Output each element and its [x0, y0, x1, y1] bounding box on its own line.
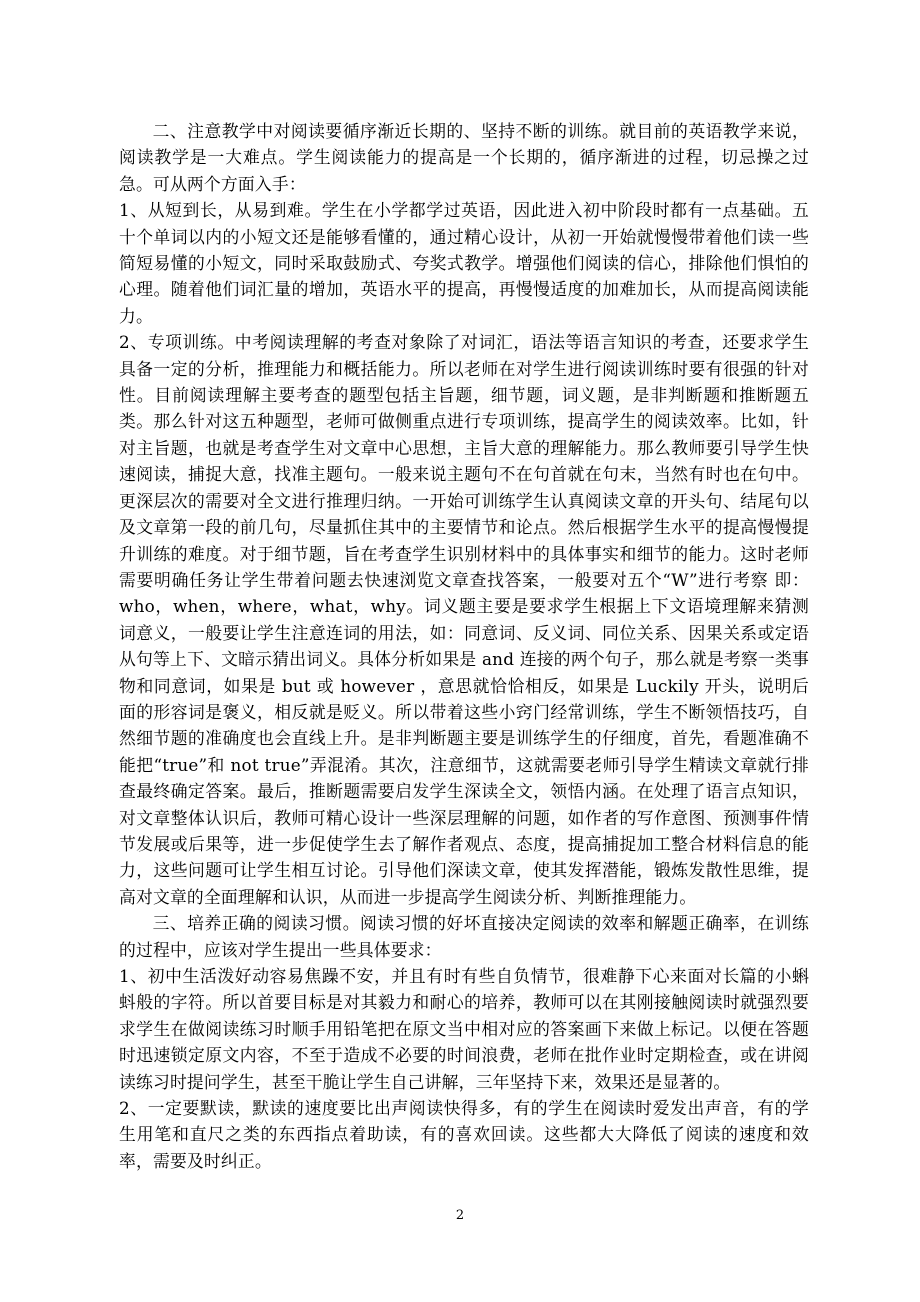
paragraph-silent-reading: 2、一定要默读，默读的速度要比出声阅读快得多，有的学生在阅读时爱发出声音，有的学生用笔和直尺之类的东西指点着助读，有的喜欢回读。这些都大大降低了阅读的速度和效率，需要及时纠正。: [119, 1098, 809, 1171]
paragraph-patience-training: 1、初中生活泼好动容易焦躁不安，并且有时有些自负情节，很难静下心来面对长篇的小蝌蚪般的字符。所以首要目标是对其毅力和耐心的培养，教师可以在其刚接触阅读时就强烈要求学生在做阅读练习时顺手用铅笔把在原文当中相对应的答案画下来做上标记。以便在答题时迅速锁定原文内容，不至于造成不必要的时间浪费，老师在批作业时定期检查，或在讲阅读练习时提问学生，甚至干脆让学生自己讲解，三年坚持下来，效果还是显著的。: [119, 966, 809, 1092]
paragraph-short-to-long: 1、从短到长，从易到难。学生在小学都学过英语，因此进入初中阶段时都有一点基础。五十个单词以内的小短文还是能够看懂的，通过精心设计，从初一开始就慢慢带着他们读一些简短易懂的小短文，同时采取鼓励式、夸奖式教学。增强他们阅读的信心，排除他们惧怕的心理。随着他们词汇量的增加，英语水平的提高，再慢慢适度的加难加长，从而提高阅读能力。: [119, 200, 809, 326]
body-text: [119, 118, 809, 1174]
paragraph-section-three-intro: 三、培养正确的阅读习惯。阅读习惯的好坏直接决定阅读的效率和解题正确率，在训练的过程中，应该对学生提出一些具体要求：: [119, 913, 809, 960]
paragraph-special-training: 2、专项训练。中考阅读理解的考查对象除了对词汇，语法等语言知识的考查，还要求学生具备一定的分析，推理能力和概括能力。所以老师在对学生进行阅读训练时要有很强的针对性。目前阅读理解主要考查的题型包括主旨题，细节题，词义题，是非判断题和推断题五类。那么针对这五种题型，老师可做侧重点进行专项训练，提高学生的阅读效率。比如，针对主旨题，也就是考查学生对文章中心思想，主旨大意的理解能力。那么教师要引导学生快速阅读，捕捉大意，找准主题句。一般来说主题句不在句首就在句末，当然有时也在句中。更深层次的需要对全文进行推理归纳。一开始可训练学生认真阅读文章的开头句、结尾句以及文章第一段的前几句，尽量抓住其中的主要情节和论点。然后根据学生水平的提高慢慢提升训练的难度。对于细节题，旨在考查学生识别材料中的具体事实和细节的能力。这时老师需要明确任务让学生带着问题去快速浏览文章查找答案，一般要对五个“W”进行考察 即：who，when，where，what，why。词义题主要是要求学生根据上下文语境理解来猜测词意义，一般要让学生注意连词的用法，如：同意词、反义词、同位关系、因果关系或定语从句等上下、文暗示猜出词义。具体分析如果是 and 连接的两个句子，那么就是考察一类事物和同意词，如果是 but 或 however ，意思就恰恰相反，如果是 Luckily 开头，说明后面的形容词是褒义，相反就是贬义。所以带着这些小窍门经常训练，学生不断领悟技巧，自然细节题的准确度也会直线上升。是非判断题主要是训练学生的仔细度，首先，看题准确不能把“true”和 not true”弄混淆。其次，注意细节，这就需要老师引导学生精读文章就行排查最终确定答案。最后，推断题需要启发学生深读全文，领悟内涵。在处理了语言点知识，对文章整体认识后，教师可精心设计一些深层理解的问题，如作者的写作意图、预测事件情节发展或后果等，进一步促使学生去了解作者观点、态度，提高捕捉加工整合材料信息的能力，这些问题可让学生相互讨论。引导他们深读文章，使其发挥潜能，锻炼发散性思维，提高对文章的全面理解和认识，从而进一步提高学生阅读分析、判断推理能力。: [119, 332, 809, 907]
page-number: 2: [455, 1208, 465, 1223]
paragraph-section-two-intro: 二、注意教学中对阅读要循序渐近长期的、坚持不断的训练。就目前的英语教学来说，阅读教学是一大难点。学生阅读能力的提高是一个长期的，循序渐进的过程，切忌操之过急。可从两个方面入手：: [119, 121, 809, 194]
